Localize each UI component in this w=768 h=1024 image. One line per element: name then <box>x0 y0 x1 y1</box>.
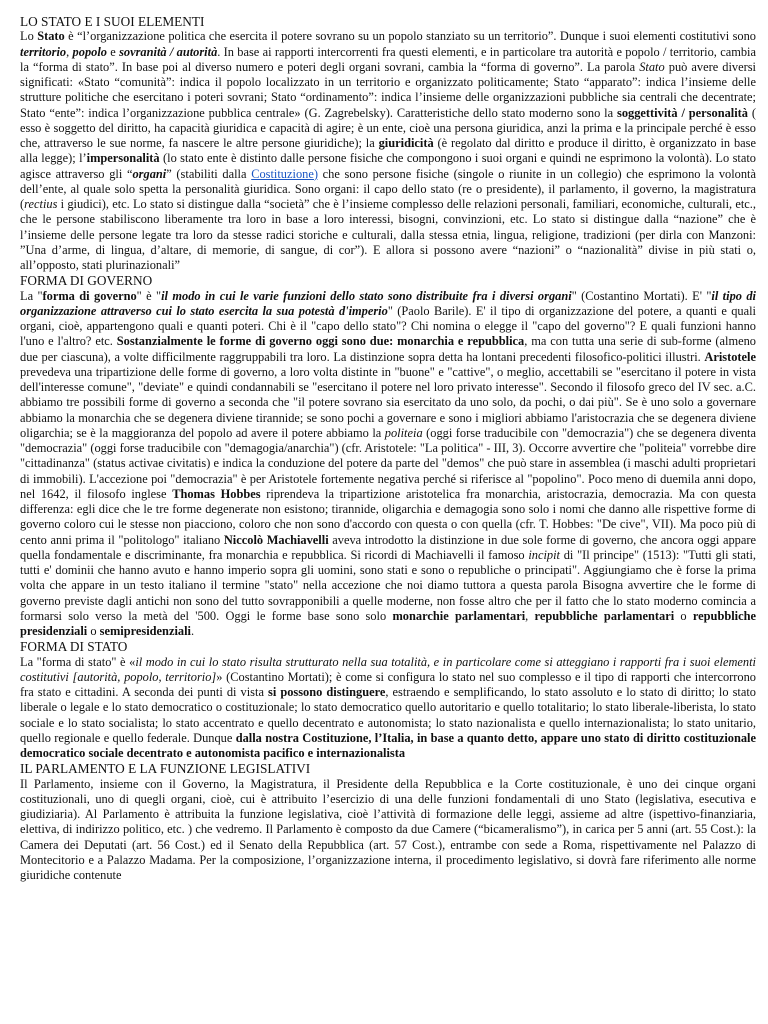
section-forma-di-stato <box>20 639 756 761</box>
body-text: o <box>674 608 693 623</box>
emphasis-text: organi <box>132 166 167 181</box>
body-text: è “l’organizzazione politica che esercita il potere sovrano su un popolo stanziato su un territorio”. Dunque i suoi elementi costitutivi sono <box>64 29 756 44</box>
emphasis-text: Stato <box>639 59 665 74</box>
section-heading: IL PARLAMENTO E LA FUNZIONE LEGISLATIVI <box>20 761 311 777</box>
body-text: , <box>66 44 73 59</box>
body-text: Il Parlamento, insieme con il Governo, la Magistratura, il Presidente della Repubblica e la Corte costituzionale, è uno dei cinque organi costituzionali, uno di quegli organi, cioè, cui è attribuito l’esercizio di una delle funzioni fondamentali di uno Stato (legislativa, esecutiva e giudiziaria). Al Parlamento è attribuita la funzione legislativa, cioè l’attività di formazione delle leggi, assieme ad altre (ispettivo-finanziaria, elettiva, di indirizzo politico, etc. ) che vedremo. Il Parlamento è composto da due Camere (“bicameralismo”), in carica per 5 anni (art. 55 Cost.): la Camera dei Deputati (art. 56 Cost.) ed il Senato della Repubblica (art. 57 Cost.), entrambe con sede a Roma, rispettivamente nel Palazzo di Montecitorio e a Palazzo Madama. Per la composizione, l’organizzazione interna, il procedimento legislativo, si dovrà fare riferimento alle norme giuridiche contenute <box>20 776 756 883</box>
body-text: La " <box>20 288 43 303</box>
emphasis-text: repubbliche parlamentari <box>534 608 675 623</box>
emphasis-text: repubbliche presidenziali <box>20 608 757 639</box>
body-text: ( esso è soggetto del diritto, ha capacità giuridica e capacità di agire; è un ente, cioè una persona giuridica, anzi la prima e la principale perché è esso che, attraverso le sue norme, fa nascere le altre persone giuridiche); la <box>20 105 756 151</box>
emphasis-text: Niccolò Machiavelli <box>223 532 329 547</box>
section-body <box>20 777 756 884</box>
emphasis-text: Sostanzialmente le forme di governo oggi sono due: monarchia e repubblica <box>116 334 525 349</box>
section-parlamento <box>20 761 756 883</box>
emphasis-text: politeia <box>384 425 423 440</box>
costituzione-link[interactable]: Costituzione) <box>251 166 318 181</box>
emphasis-text: dalla nostra Costituzione, l’Italia, in base a quanto detto, appare uno stato di diritto costituzionale democratico sociale decentrato e autonomista pacifico e internazionalista <box>20 730 756 761</box>
body-text: " (Costantino Mortati). E' " <box>571 288 712 303</box>
section-body <box>20 289 756 640</box>
section-forma-di-governo <box>20 273 756 639</box>
emphasis-text: semipresidenziali <box>99 624 191 639</box>
body-text: . In base ai rapporti intercorrenti fra questi elementi, e in particolare tra autorità e popolo / territorio, cambia la “forma di stato”. In base poi al diverso numero e poteri degli organi sovrani, cambia la “forma di governo”. La parola <box>20 44 756 74</box>
emphasis-text: territorio <box>20 44 67 59</box>
section-heading: FORMA DI GOVERNO <box>20 273 153 289</box>
emphasis-text: giuridicità <box>378 136 434 151</box>
body-text: Lo <box>20 29 38 44</box>
body-text: aveva introdotto la distinzione in due sole forme di governo, che ancora oggi appare quella fondamentale e discriminante, fra monarchia e repubblica. Si ricordi di Machiavelli il famoso <box>20 532 756 562</box>
section-heading: LO STATO E I SUOI ELEMENTI <box>20 14 205 29</box>
section-body <box>20 29 756 273</box>
emphasis-text: Aristotele <box>704 349 756 364</box>
body-text: di "Il principe" (1513): "Tutti gli stati, tutti e' dominii che hanno avuto e hanno imperio sopra gli uomini, sono stati e sono o republiche o principati". Aggiungiamo che è forse la prima volta che appare in un testo italiano il termine "stato" nella accezione che noi diamo tuttora a questa parola Bisogna avvertire che le forme di governo previste dagli antichi non sono del tutto sovrapponibili a quelle moderne, non fosse altro che per il fatto che lo stato moderno comincia a formarsi solo verso la metà del '500. Oggi le forme base sono solo <box>20 547 756 623</box>
body-text: (oggi forse traducibile con "democrazia") che se degenera diventa "democrazia" (oggi forse traducibile con "demagogia/anarchia") (cfr. Aristotele: "La politica" - III, 3). Occorre avvertire che "politeia" vorrebbe dire "cittadinanza" (status activae civitatis) e indica la conduzione del potere da parte del "demos" che può stare in assemblea (i maschi adulti proprietari di immobili). L'accezione poi "democrazia" è per Aristotele fortemente negativa perché si riferisce al "popolino". Poco meno di duemila anni dopo, nel 1642, il filosofo inglese <box>20 425 756 501</box>
section-stato-elementi <box>20 14 756 273</box>
body-text: che sono persone fisiche (singole o riunite in un collegio) che esprimono la volontà dell’ente, al quale solo spetta la personalità giuridica. Sono organi: il capo dello stato (re o presidente), il parlamento, il governo, la magistratura ( <box>20 166 757 212</box>
body-text: prevedeva una tripartizione delle forme di governo, a loro volta distinte in "buone" e "cattive", o meglio, accettabili se "esercitano il potere in vista dell'interesse comune", "deviate" e quindi condannabili se "esercitano il potere nel loro privato interesse". Secondo il filosofo greco del IV sec. a.C. abbiamo tre possibili forme di governo a seconda che "il potere sovrano sia esercitato da uno solo, da pochi, o dai più". Se è uno solo a governare abbiamo la monarchia che se degenera diviene tirannide; se sono pochi a governare e sono i migliori abbiamo l'aristocrazia che se degenera diviene oligarchia; se è la maggioranza del popolo ad avere il potere abbiamo la <box>20 364 756 440</box>
body-text: " (Paolo Barile). E' il tipo di organizzazione del potere, a quanti e quali organi, cioè, appartengono quali e quanti poteri. Chi è il "capo dello stato"? Chi nomina o elegge il "capo del governo"? E quali funzioni hanno l'uno e l'altro? etc. <box>20 303 756 349</box>
emphasis-text: forma di governo <box>42 288 137 303</box>
emphasis-text: il tipo di organizzazione attraverso cui lo stato esercita la sua potestà d'imperio <box>20 288 756 318</box>
body-text: può avere diversi significati: «Stato “comunità”: indica il popolo localizzato in un territorio e organizzato politicamente; Stato “apparato”: indica l’insieme delle strutture politiche che esercitano i poteri sovrani; Stato “ordinamento”: indica l’insieme delle organizzazioni pubbliche sia centrali che decentrate; Stato “ente”: indica l’organizzazione pubblica centrale» (G. Zagrebelsky). Caratteristiche dello stato moderno sono la <box>20 59 756 120</box>
emphasis-text: sovranità / autorità <box>119 44 218 59</box>
body-text: . <box>190 624 195 639</box>
emphasis-text: rectius <box>24 197 58 212</box>
body-text: " è " <box>136 288 162 303</box>
emphasis-text: monarchie parlamentari <box>392 608 526 623</box>
body-text: (lo stato ente è distinto dalle persone fisiche che compongono i suoi organi e quindi ne esprimono la volontà). Lo stato agisce attraverso gli “ <box>20 151 756 181</box>
emphasis-text: il modo in cui lo stato risulta strutturato nella sua totalità, e in particolare come si atteggiano i rapporti fra i suoi elementi costitutivi [autorità, popolo, territorio] <box>20 654 756 684</box>
body-text: i giudici), etc. Lo stato si distingue dalla “società” che è l’insieme complesso delle relazioni personali, familiari, economiche, culturali, etc., che le persone stabiliscono liberamente tra loro in base a loro interessi, bisogni, convinzioni, etc. Lo stato si distingue dalla “nazione” che è l’insieme delle persone legate tra loro da stesse radici storiche e culturali, dalla stessa etnia, lingua, religione, tradizioni (per dirla con Manzoni: ”Una d’arme, di lingua, d’altare, di memorie, di sangue, di cor”). E allora si possono avere “nazioni” o “nazionalità” divise in più stati o, all’opposto, stati plurinazionali” <box>20 197 756 273</box>
body-text: riprendeva la tripartizione aristotelica fra monarchia, aristocrazia, democrazia. Ma con questa differenza: egli dice che le tre forme degenerate non esistono; tirannide, oligarchia e demagogia sono solo i nomi che danno alle rispettive forme di governo coloro cui le stesse non piacciono, coloro che non sono d'accordo con questa o con quella (cfr. T. Hobbes: "De cive", VII). Ma poco più di cento anni prima il "politologo" italiano <box>20 486 756 547</box>
emphasis-text: si possono distinguere <box>268 685 386 700</box>
emphasis-text: il modo in cui le varie funzioni dello stato sono distribuite fra i diversi organi <box>161 288 572 303</box>
body-text: , ma con tutta una serie di sub-forme (almeno due per ciascuna), a volte difficilmente raggruppabili tra loro. La distinzione sopra detta ha lontani precedenti filosofico-politici illustri. <box>20 334 756 364</box>
body-text: (è regolato dal diritto e produce il diritto, è organizzato in base alla legge); l’ <box>20 136 756 166</box>
body-text: e <box>106 44 120 59</box>
emphasis-text: Stato <box>37 29 65 44</box>
emphasis-text: Thomas Hobbes <box>172 486 261 501</box>
emphasis-text: impersonalità <box>86 151 160 166</box>
section-body <box>20 655 756 762</box>
emphasis-text: soggettività / personalità <box>617 105 748 120</box>
section-heading: FORMA DI STATO <box>20 639 128 655</box>
body-text: ” (stabiliti dalla <box>166 166 252 181</box>
body-text: , <box>525 608 535 623</box>
body-text: La "forma di stato" è « <box>20 654 136 669</box>
body-text: » (Costantino Mortati); è come si configura lo stato nel suo complesso e il tipo di rapporti che intercorrono fra stato e cittadini. A seconda dei punti di vista <box>20 669 756 700</box>
emphasis-text: incipit <box>528 547 560 562</box>
body-text: , estraendo e semplificando, lo stato assoluto e lo stato di diritto; lo stato liberale o legale e lo stato democratico o costituzionale; lo stato democratico quello autoritario e quello totalitario; lo stato liberale-liberista, lo stato sociale e lo stato socialista; lo stato accentrato e quello decentrato e autonomista; lo stato nazionalista e quello internazionalista; lo stato unitario, quello regionale e quello federale. Dunque <box>20 685 757 745</box>
body-text: o <box>87 624 100 639</box>
emphasis-text: popolo <box>72 44 107 59</box>
